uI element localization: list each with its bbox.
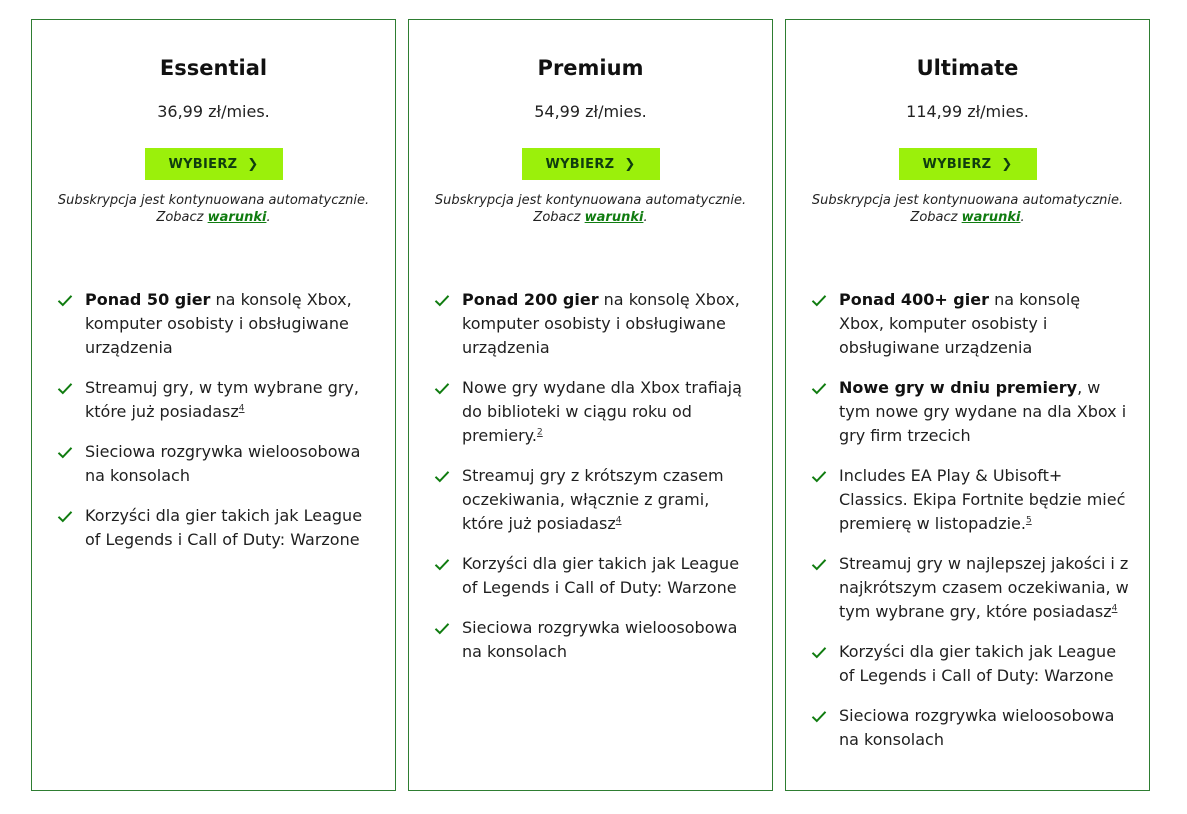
auto-renew-note [42, 192, 385, 226]
checkmark-icon [57, 504, 85, 528]
plan-card-premium [408, 19, 773, 791]
checkmark-icon [57, 288, 85, 312]
feature-item [434, 552, 752, 600]
plan-card-ultimate [785, 19, 1150, 791]
plan-name: Essential [159, 56, 268, 80]
feature-item [434, 464, 752, 536]
select-plan-button[interactable] [522, 148, 660, 180]
feature-text [85, 440, 375, 488]
note-end: . [1020, 210, 1025, 225]
feature-item [811, 464, 1129, 536]
feature-body: Korzyści dla gier takich jak League of Legends i Call of Duty: Warzone [839, 642, 1117, 685]
note-text: Subskrypcja jest kontynuowana automatycznie. Zobacz [434, 193, 747, 225]
plan-card-essential [31, 19, 396, 791]
feature-text [462, 464, 752, 536]
select-button-label: WYBIERZ [168, 156, 238, 172]
feature-body: , w tym nowe gry wydane na dla Xbox i gry firm trzecich [839, 378, 1127, 445]
auto-renew-note [419, 192, 762, 226]
checkmark-icon [434, 376, 462, 400]
feature-text [462, 616, 752, 664]
footnote-link[interactable]: 4 [615, 515, 622, 526]
checkmark-icon [57, 376, 85, 400]
select-button-label: WYBIERZ [922, 156, 992, 172]
checkmark-icon [434, 288, 462, 312]
footnote-link[interactable]: 4 [1111, 603, 1118, 614]
feature-list [811, 288, 1129, 768]
footnote-link[interactable]: 5 [1025, 515, 1032, 526]
checkmark-icon [811, 288, 839, 312]
feature-item [57, 504, 375, 552]
footnote-link[interactable]: 2 [536, 427, 543, 438]
feature-text [85, 376, 375, 424]
auto-renew-note [796, 192, 1139, 226]
note-text: Subskrypcja jest kontynuowana automatycznie. Zobacz [811, 193, 1124, 225]
feature-highlight: Ponad 50 gier [85, 290, 211, 309]
feature-item [57, 440, 375, 488]
checkmark-icon [434, 616, 462, 640]
feature-text [462, 552, 752, 600]
feature-item [811, 288, 1129, 360]
chevron-right-icon: ❯ [247, 156, 259, 172]
feature-highlight: Nowe gry w dniu premiery [839, 378, 1078, 397]
checkmark-icon [57, 440, 85, 464]
terms-link[interactable]: warunki [584, 210, 644, 225]
feature-body: Nowe gry wydane dla Xbox trafiają do biblioteki w ciągu roku od premiery. [462, 378, 742, 445]
feature-item [57, 288, 375, 360]
feature-highlight: Ponad 200 gier [462, 290, 599, 309]
feature-body: Includes EA Play & Ubisoft+ Classics. Ekipa Fortnite będzie mieć premierę w listopadzie. [839, 466, 1126, 533]
note-end: . [266, 210, 271, 225]
checkmark-icon [811, 552, 839, 576]
feature-list [57, 288, 375, 568]
select-plan-button[interactable] [899, 148, 1037, 180]
feature-item [811, 552, 1129, 624]
feature-item [434, 376, 752, 448]
checkmark-icon [811, 464, 839, 488]
checkmark-icon [811, 640, 839, 664]
feature-item [57, 376, 375, 424]
feature-list [434, 288, 752, 680]
feature-item [434, 616, 752, 664]
feature-body: Sieciowa rozgrywka wieloosobowa na konsolach [839, 706, 1115, 749]
feature-body: na konsolę Xbox, komputer osobisty i obsługiwane urządzenia [839, 290, 1081, 357]
feature-item [811, 704, 1129, 752]
feature-body: Streamuj gry w najlepszej jakości i z najkrótszym czasem oczekiwania, w tym wybrane gry, które posiadasz [839, 554, 1129, 621]
feature-body: Streamuj gry z krótszym czasem oczekiwania, włącznie z grami, które już posiadasz [462, 466, 724, 533]
feature-text [839, 640, 1129, 688]
feature-body: Sieciowa rozgrywka wieloosobowa na konsolach [85, 442, 361, 485]
feature-text [462, 376, 752, 448]
checkmark-icon [811, 376, 839, 400]
feature-text [85, 288, 375, 360]
note-end: . [643, 210, 648, 225]
checkmark-icon [434, 552, 462, 576]
feature-text [839, 552, 1129, 624]
plan-name: Premium [537, 56, 644, 80]
feature-body: Streamuj gry, w tym wybrane gry, które już posiadasz [85, 378, 359, 421]
feature-body: na konsolę Xbox, komputer osobisty i obsługiwane urządzenia [462, 290, 740, 357]
checkmark-icon [811, 704, 839, 728]
chevron-right-icon: ❯ [624, 156, 636, 172]
select-button-label: WYBIERZ [545, 156, 615, 172]
feature-item [434, 288, 752, 360]
plan-price: 54,99 zł/mies. [534, 102, 647, 121]
terms-link[interactable]: warunki [961, 210, 1021, 225]
plan-price: 36,99 zł/mies. [157, 102, 270, 121]
note-text: Subskrypcja jest kontynuowana automatycznie. Zobacz [57, 193, 370, 225]
plan-price: 114,99 zł/mies. [906, 102, 1029, 121]
feature-text [85, 504, 375, 552]
feature-text [839, 288, 1129, 360]
terms-link[interactable]: warunki [207, 210, 267, 225]
feature-text [839, 704, 1129, 752]
select-plan-button[interactable] [145, 148, 283, 180]
footnote-link[interactable]: 4 [238, 403, 245, 414]
feature-body: Korzyści dla gier takich jak League of Legends i Call of Duty: Warzone [85, 506, 363, 549]
feature-text [462, 288, 752, 360]
plan-name: Ultimate [916, 56, 1019, 80]
feature-body: Korzyści dla gier takich jak League of Legends i Call of Duty: Warzone [462, 554, 740, 597]
feature-body: na konsolę Xbox, komputer osobisty i obsługiwane urządzenia [85, 290, 352, 357]
feature-highlight: Ponad 400+ gier [839, 290, 989, 309]
checkmark-icon [434, 464, 462, 488]
feature-text [839, 376, 1129, 448]
feature-item [811, 640, 1129, 688]
chevron-right-icon: ❯ [1001, 156, 1013, 172]
feature-body: Sieciowa rozgrywka wieloosobowa na konsolach [462, 618, 738, 661]
feature-item [811, 376, 1129, 448]
feature-text [839, 464, 1129, 536]
